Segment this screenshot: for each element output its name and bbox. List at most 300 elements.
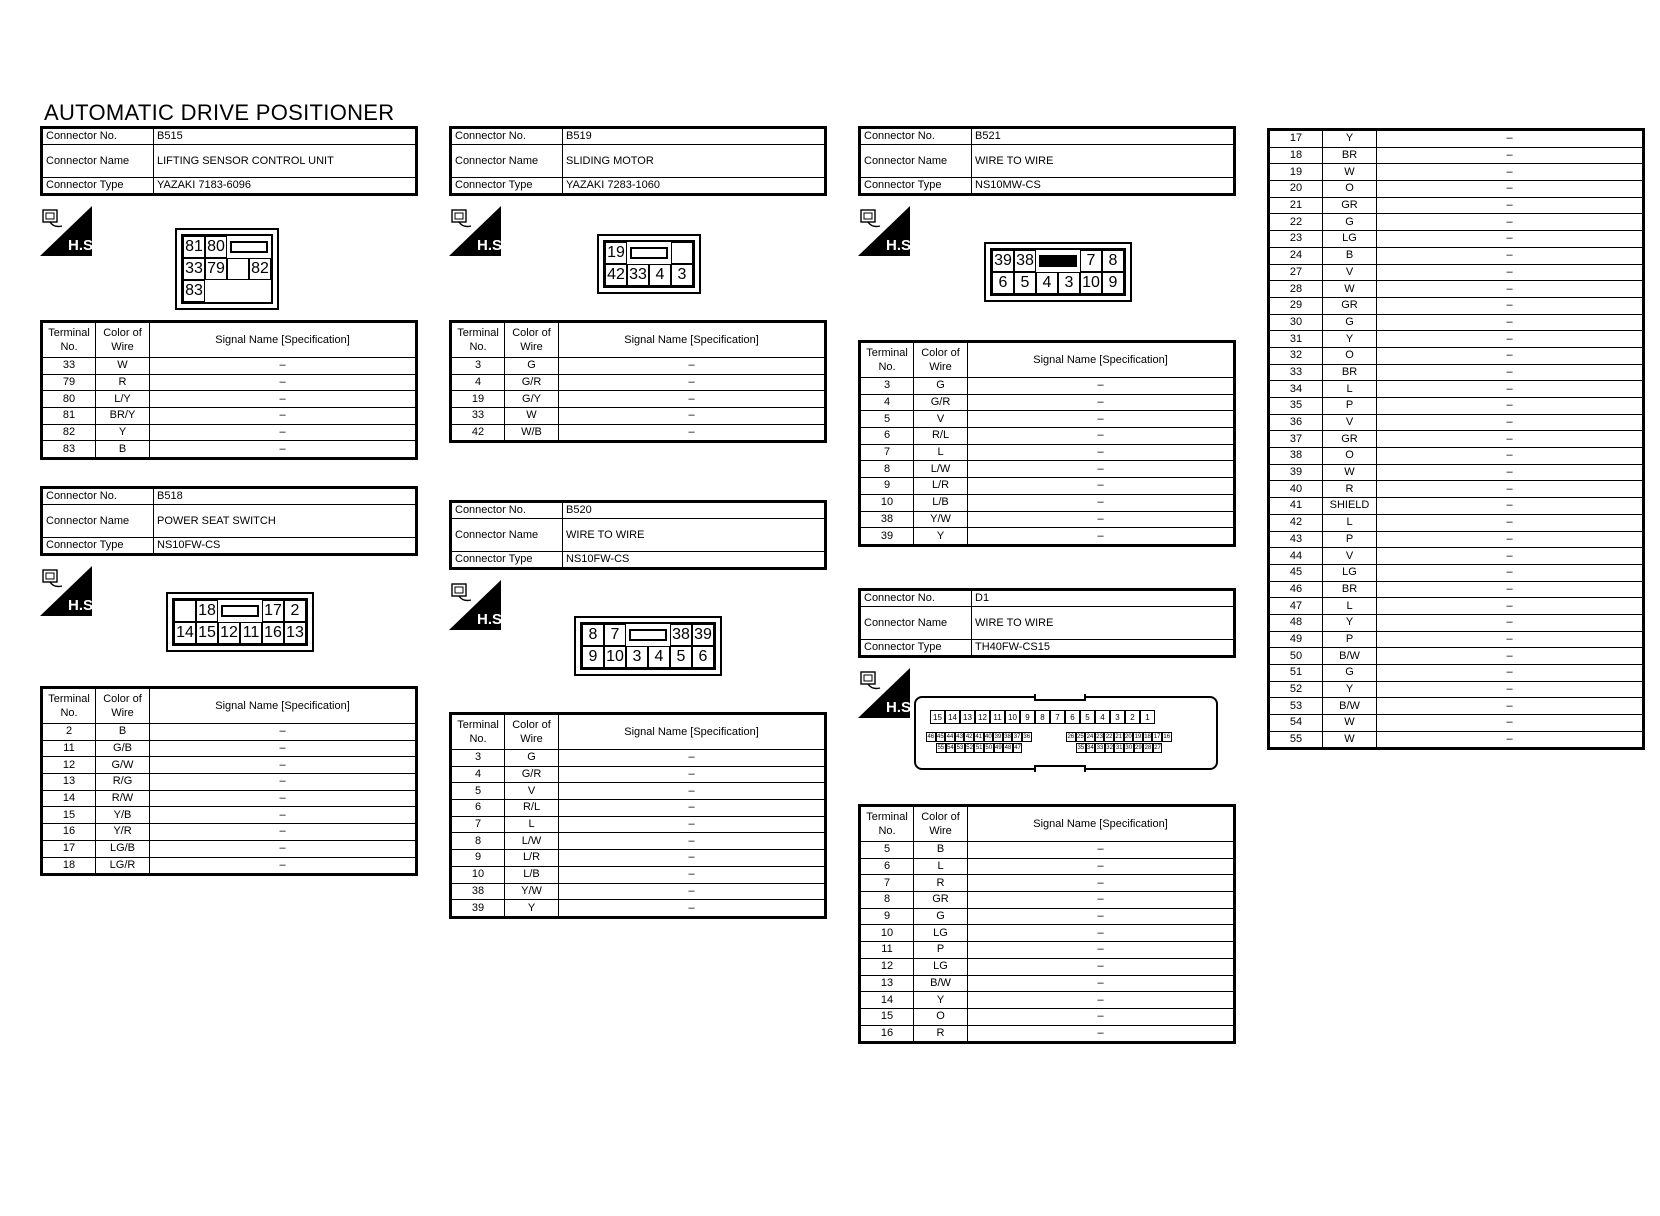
wire-color-cell: LG/R	[96, 857, 150, 875]
terminal-no-cell: 14	[42, 790, 96, 807]
terminal-no-cell: 79	[42, 374, 96, 391]
wire-color-cell: G	[1323, 214, 1377, 231]
table-row	[1269, 164, 1644, 181]
connector-name-label: Connector Name	[860, 145, 972, 178]
signal-name-cell: –	[1377, 698, 1644, 715]
terminal-no-cell: 54	[1269, 715, 1323, 732]
wire-color-cell: O	[1323, 448, 1377, 465]
terminal-no-cell: 17	[42, 840, 96, 857]
table-row	[860, 1008, 1235, 1025]
color-of-wire-header: Color of Wire	[96, 688, 150, 724]
harness-side-icon	[858, 668, 916, 718]
connector-info-d1	[858, 588, 1236, 658]
signal-name-cell: –	[150, 424, 417, 441]
connector-name-value: SLIDING MOTOR	[563, 145, 826, 178]
connector-no-label: Connector No.	[451, 128, 563, 145]
connector-name-value: LIFTING SENSOR CONTROL UNIT	[154, 145, 417, 178]
connector-housing	[181, 234, 273, 304]
signal-name-cell: –	[1377, 331, 1644, 348]
wire-color-cell: LG	[914, 958, 968, 975]
table-row	[1269, 648, 1644, 665]
d1-pin-row-bot-left	[936, 743, 1022, 753]
signal-name-header: Signal Name [Specification]	[968, 806, 1235, 842]
connector-no-value: D1	[972, 590, 1235, 607]
table-row	[451, 850, 826, 867]
signal-name-cell: –	[968, 528, 1235, 546]
connector-pin: 15	[930, 710, 945, 724]
connector-type-label: Connector Type	[451, 552, 563, 569]
signal-name-cell: –	[968, 958, 1235, 975]
signal-name-cell: –	[1377, 181, 1644, 198]
signal-name-header: Signal Name [Specification]	[559, 714, 826, 750]
connector-pin: 15	[196, 622, 218, 644]
signal-name-cell: –	[150, 441, 417, 459]
connector-pin: 83	[183, 280, 205, 302]
wire-color-cell: G	[914, 378, 968, 395]
wire-color-cell: V	[1323, 548, 1377, 565]
connector-face-b520	[574, 616, 722, 676]
connector-type-label: Connector Type	[42, 178, 154, 195]
table-row	[1269, 231, 1644, 248]
connector-type-value: NS10MW-CS	[972, 178, 1235, 195]
connector-pin: 29	[1135, 745, 1142, 751]
wire-color-cell: L	[1323, 381, 1377, 398]
signal-name-cell: –	[1377, 731, 1644, 749]
table-row	[42, 358, 417, 375]
connector-pin: 12	[975, 710, 990, 724]
wire-color-cell: G/W	[96, 757, 150, 774]
wire-color-cell: Y	[505, 900, 559, 918]
connector-key-slot	[630, 247, 668, 259]
terminal-no-cell: 32	[1269, 347, 1323, 364]
table-row	[860, 1025, 1235, 1043]
connector-pin: 5	[1014, 272, 1036, 294]
connector-type-label: Connector Type	[451, 178, 563, 195]
wire-color-cell: B	[1323, 247, 1377, 264]
table-header-row	[451, 714, 826, 750]
connector-name-label: Connector Name	[451, 519, 563, 552]
terminal-no-header: Terminal No.	[860, 806, 914, 842]
connector-info-b519	[449, 126, 827, 196]
table-header-row	[42, 322, 417, 358]
table-row	[42, 391, 417, 408]
signal-name-cell: –	[1377, 614, 1644, 631]
connector-pin: 6	[992, 272, 1014, 294]
hs-icon	[449, 580, 507, 630]
signal-name-cell: –	[968, 992, 1235, 1009]
signal-name-cell: –	[968, 892, 1235, 909]
signal-name-cell: –	[1377, 264, 1644, 281]
table-header-row	[451, 322, 826, 358]
table-row	[42, 740, 417, 757]
terminal-no-cell: 2	[42, 724, 96, 741]
connector-pin: 16	[262, 622, 284, 644]
table-row	[860, 925, 1235, 942]
connector-pin: 17	[262, 600, 284, 622]
signal-name-cell: –	[1377, 364, 1644, 381]
terminal-no-cell: 9	[451, 850, 505, 867]
terminal-no-cell: 53	[1269, 698, 1323, 715]
hs-label: H.S.	[477, 611, 507, 628]
connector-info-b520	[449, 500, 827, 570]
connector-no-label: Connector No.	[42, 488, 154, 505]
wire-color-cell: W/B	[505, 424, 559, 442]
terminal-no-cell: 10	[451, 866, 505, 883]
signal-name-cell: –	[968, 908, 1235, 925]
connector-pin: 50	[985, 745, 993, 751]
hs-label: H.S.	[68, 597, 98, 614]
signal-name-cell: –	[968, 975, 1235, 992]
signal-name-cell: –	[559, 833, 826, 850]
connector-name-value: WIRE TO WIRE	[972, 145, 1235, 178]
terminal-no-cell: 36	[1269, 414, 1323, 431]
table-row	[1269, 448, 1644, 465]
terminal-no-cell: 27	[1269, 264, 1323, 281]
wire-color-cell: G	[1323, 314, 1377, 331]
terminal-no-cell: 13	[860, 975, 914, 992]
table-row	[860, 892, 1235, 909]
terminal-no-cell: 49	[1269, 631, 1323, 648]
table-row	[42, 824, 417, 841]
wire-color-cell: W	[96, 358, 150, 375]
table-row	[860, 858, 1235, 875]
terminal-no-cell: 3	[451, 358, 505, 375]
connector-pin: 51	[975, 745, 983, 751]
connector-type-value: YAZAKI 7283-1060	[563, 178, 826, 195]
connector-pin: 30	[1125, 745, 1133, 751]
terminal-no-cell: 19	[1269, 164, 1323, 181]
wire-color-cell: L/B	[914, 494, 968, 511]
wire-color-cell: G	[505, 750, 559, 767]
signal-name-cell: –	[1377, 481, 1644, 498]
connector-pin: 3	[1058, 272, 1080, 294]
table-row	[42, 408, 417, 425]
table-row	[1269, 698, 1644, 715]
wire-color-cell: V	[1323, 414, 1377, 431]
wire-color-cell: G/R	[505, 374, 559, 391]
table-row	[860, 975, 1235, 992]
wire-color-cell: LG	[914, 925, 968, 942]
wire-color-cell: G/Y	[505, 391, 559, 408]
signal-name-cell: –	[150, 790, 417, 807]
wire-color-cell: L	[1323, 598, 1377, 615]
connector-face-b518	[166, 592, 314, 652]
wire-color-cell: Y	[1323, 681, 1377, 698]
connector-pin: 19	[605, 242, 627, 264]
signal-name-cell: –	[1377, 531, 1644, 548]
table-row	[451, 833, 826, 850]
signal-name-cell: –	[968, 942, 1235, 959]
signal-name-cell: –	[1377, 297, 1644, 314]
wire-color-cell: L/R	[914, 478, 968, 495]
connector-pin: 39	[692, 624, 714, 646]
connector-type-label: Connector Type	[860, 178, 972, 195]
terminal-no-cell: 34	[1269, 381, 1323, 398]
terminal-no-cell: 10	[860, 925, 914, 942]
connector-name-value: WIRE TO WIRE	[563, 519, 826, 552]
table-row	[1269, 247, 1644, 264]
terminal-table-d1-continued	[1267, 128, 1645, 750]
wire-color-cell: V	[505, 783, 559, 800]
signal-name-cell: –	[150, 840, 417, 857]
connector-pin: 81	[183, 236, 205, 258]
signal-name-cell: –	[1377, 247, 1644, 264]
table-row	[451, 900, 826, 918]
table-row	[1269, 681, 1644, 698]
wire-color-cell: W	[1323, 464, 1377, 481]
wire-color-cell: Y/W	[914, 511, 968, 528]
terminal-no-cell: 5	[860, 411, 914, 428]
connector-type-value: NS10FW-CS	[154, 538, 417, 555]
hs-icon	[858, 668, 916, 718]
signal-name-cell: –	[559, 816, 826, 833]
wire-color-cell: L	[1323, 514, 1377, 531]
terminal-no-cell: 33	[1269, 364, 1323, 381]
connector-pin: 11	[990, 710, 1005, 724]
terminal-no-cell: 3	[451, 750, 505, 767]
terminal-no-cell: 42	[451, 424, 505, 442]
terminal-no-cell: 4	[860, 394, 914, 411]
signal-name-cell: –	[1377, 164, 1644, 181]
terminal-no-cell: 7	[860, 444, 914, 461]
wire-color-cell: P	[1323, 531, 1377, 548]
connector-housing	[580, 622, 716, 670]
terminal-no-header: Terminal No.	[42, 322, 96, 358]
table-row	[860, 958, 1235, 975]
signal-name-cell: –	[559, 391, 826, 408]
connector-info-b515	[40, 126, 418, 196]
table-row	[451, 883, 826, 900]
terminal-no-header: Terminal No.	[860, 342, 914, 378]
table-row	[1269, 381, 1644, 398]
connector-pin: 39	[992, 250, 1014, 272]
connector-key-slot	[230, 241, 268, 253]
signal-name-cell: –	[1377, 665, 1644, 682]
connector-pin: 27	[1154, 745, 1161, 751]
table-row	[451, 408, 826, 425]
table-row	[1269, 331, 1644, 348]
signal-name-cell: –	[968, 875, 1235, 892]
terminal-no-cell: 12	[860, 958, 914, 975]
connector-pin: 22	[1105, 734, 1113, 740]
connector-key-slot	[221, 605, 259, 617]
terminal-no-cell: 7	[860, 875, 914, 892]
wire-color-cell: W	[1323, 281, 1377, 298]
table-row	[860, 378, 1235, 395]
connector-pin: 5	[1080, 710, 1095, 724]
table-row	[1269, 264, 1644, 281]
signal-name-cell: –	[1377, 314, 1644, 331]
connector-pin: 20	[1125, 734, 1132, 740]
table-row	[1269, 431, 1644, 448]
terminal-no-cell: 6	[860, 428, 914, 445]
wire-color-cell: LG/B	[96, 840, 150, 857]
terminal-no-cell: 48	[1269, 614, 1323, 631]
connector-pin: 4	[648, 646, 670, 668]
connector-type-value: YAZAKI 7183-6096	[154, 178, 417, 195]
signal-name-cell: –	[1377, 564, 1644, 581]
terminal-no-cell: 39	[860, 528, 914, 546]
connector-pin: 42	[605, 264, 627, 286]
table-row	[1269, 314, 1644, 331]
wire-color-cell: GR	[914, 892, 968, 909]
wire-color-cell: Y/W	[505, 883, 559, 900]
wire-color-cell: B	[96, 441, 150, 459]
harness-side-icon	[449, 206, 507, 256]
wire-color-cell: B	[96, 724, 150, 741]
table-row	[1269, 631, 1644, 648]
signal-name-cell: –	[559, 374, 826, 391]
signal-name-cell: –	[968, 394, 1235, 411]
connector-face-b521	[984, 242, 1132, 302]
signal-name-cell: –	[1377, 414, 1644, 431]
terminal-no-cell: 23	[1269, 231, 1323, 248]
connector-pin: 25	[1077, 734, 1084, 740]
connector-pin: 37	[1013, 734, 1021, 740]
terminal-no-cell: 33	[42, 358, 96, 375]
table-row	[451, 866, 826, 883]
terminal-no-cell: 8	[451, 833, 505, 850]
hs-label: H.S.	[477, 237, 507, 254]
terminal-table-b519	[449, 320, 827, 443]
terminal-no-cell: 6	[860, 858, 914, 875]
terminal-no-cell: 80	[42, 391, 96, 408]
signal-name-cell: –	[1377, 347, 1644, 364]
harness-side-icon	[40, 566, 98, 616]
connector-face-b519	[597, 234, 701, 294]
signal-name-cell: –	[1377, 448, 1644, 465]
connector-type-label: Connector Type	[42, 538, 154, 555]
connector-pin: 41	[975, 734, 983, 740]
table-row	[860, 992, 1235, 1009]
wire-color-cell: Y	[1323, 331, 1377, 348]
wire-color-cell: L	[914, 444, 968, 461]
terminal-no-cell: 28	[1269, 281, 1323, 298]
page-title: AUTOMATIC DRIVE POSITIONER	[44, 100, 395, 125]
table-row	[1269, 598, 1644, 615]
terminal-table-b515	[40, 320, 418, 460]
signal-name-cell: –	[968, 461, 1235, 478]
connector-pin: 7	[1080, 250, 1102, 272]
signal-name-cell: –	[1377, 598, 1644, 615]
wire-color-cell: L/B	[505, 866, 559, 883]
connector-no-label: Connector No.	[860, 128, 972, 145]
signal-name-cell: –	[1377, 214, 1644, 231]
terminal-no-cell: 38	[451, 883, 505, 900]
connector-key-slot	[629, 629, 667, 641]
signal-name-cell: –	[1377, 648, 1644, 665]
wire-color-cell: O	[1323, 347, 1377, 364]
connector-pin	[174, 600, 196, 622]
connector-pin: 33	[627, 264, 649, 286]
wire-color-cell: G/R	[505, 766, 559, 783]
table-row	[860, 411, 1235, 428]
terminal-no-cell: 81	[42, 408, 96, 425]
terminal-no-cell: 45	[1269, 564, 1323, 581]
table-row	[451, 783, 826, 800]
terminal-table-b518	[40, 686, 418, 876]
signal-name-cell: –	[559, 866, 826, 883]
connector-face-b515	[175, 228, 279, 310]
wire-color-cell: G/R	[914, 394, 968, 411]
wire-color-cell: R/L	[505, 800, 559, 817]
connector-pin: 1	[1140, 710, 1155, 724]
table-row	[451, 766, 826, 783]
table-row	[1269, 197, 1644, 214]
connector-pin: 36	[1023, 734, 1031, 740]
terminal-no-cell: 3	[860, 378, 914, 395]
connector-housing	[172, 598, 308, 646]
connector-pin: 44	[946, 734, 954, 740]
connector-pin: 28	[1144, 745, 1152, 751]
connector-info-b518	[40, 486, 418, 556]
wire-color-cell: W	[1323, 715, 1377, 732]
table-row	[1269, 564, 1644, 581]
connector-pin: 18	[1144, 734, 1151, 740]
table-row	[451, 750, 826, 767]
terminal-no-cell: 82	[42, 424, 96, 441]
wire-color-cell: V	[914, 411, 968, 428]
terminal-no-header: Terminal No.	[42, 688, 96, 724]
connector-pin: 42	[965, 734, 973, 740]
color-of-wire-header: Color of Wire	[96, 322, 150, 358]
terminal-no-cell: 15	[860, 1008, 914, 1025]
connector-pin: 45	[937, 734, 944, 740]
connector-pin: 38	[1004, 734, 1011, 740]
terminal-no-cell: 47	[1269, 598, 1323, 615]
terminal-no-cell: 22	[1269, 214, 1323, 231]
terminal-no-cell: 40	[1269, 481, 1323, 498]
connector-name-value: WIRE TO WIRE	[972, 607, 1235, 640]
wire-color-cell: Y	[96, 424, 150, 441]
connector-pin	[671, 242, 693, 264]
signal-name-cell: –	[1377, 130, 1644, 148]
connector-name-label: Connector Name	[42, 505, 154, 538]
terminal-no-cell: 29	[1269, 297, 1323, 314]
table-row	[451, 800, 826, 817]
connector-pin: 8	[1035, 710, 1050, 724]
wire-color-cell: GR	[1323, 297, 1377, 314]
table-row	[42, 857, 417, 875]
terminal-no-cell: 21	[1269, 197, 1323, 214]
terminal-no-cell: 14	[860, 992, 914, 1009]
table-row	[42, 424, 417, 441]
wire-color-cell: BR	[1323, 364, 1377, 381]
terminal-no-cell: 35	[1269, 398, 1323, 415]
terminal-no-cell: 10	[860, 494, 914, 511]
table-row	[451, 816, 826, 833]
table-row	[1269, 731, 1644, 749]
signal-name-cell: –	[559, 800, 826, 817]
wire-color-cell: Y	[1323, 614, 1377, 631]
terminal-no-cell: 9	[860, 908, 914, 925]
connector-pin: 6	[692, 646, 714, 668]
signal-name-cell: –	[559, 408, 826, 425]
wire-color-cell: BR	[1323, 581, 1377, 598]
terminal-no-cell: 38	[1269, 448, 1323, 465]
signal-name-cell: –	[1377, 281, 1644, 298]
terminal-no-cell: 19	[451, 391, 505, 408]
signal-name-header: Signal Name [Specification]	[150, 322, 417, 358]
signal-name-cell: –	[150, 391, 417, 408]
hs-icon	[40, 206, 98, 256]
signal-name-cell: –	[150, 724, 417, 741]
connector-pin: 82	[249, 258, 271, 280]
connector-pin: 9	[1020, 710, 1035, 724]
signal-name-cell: –	[559, 783, 826, 800]
table-row	[860, 511, 1235, 528]
signal-name-cell: –	[150, 740, 417, 757]
